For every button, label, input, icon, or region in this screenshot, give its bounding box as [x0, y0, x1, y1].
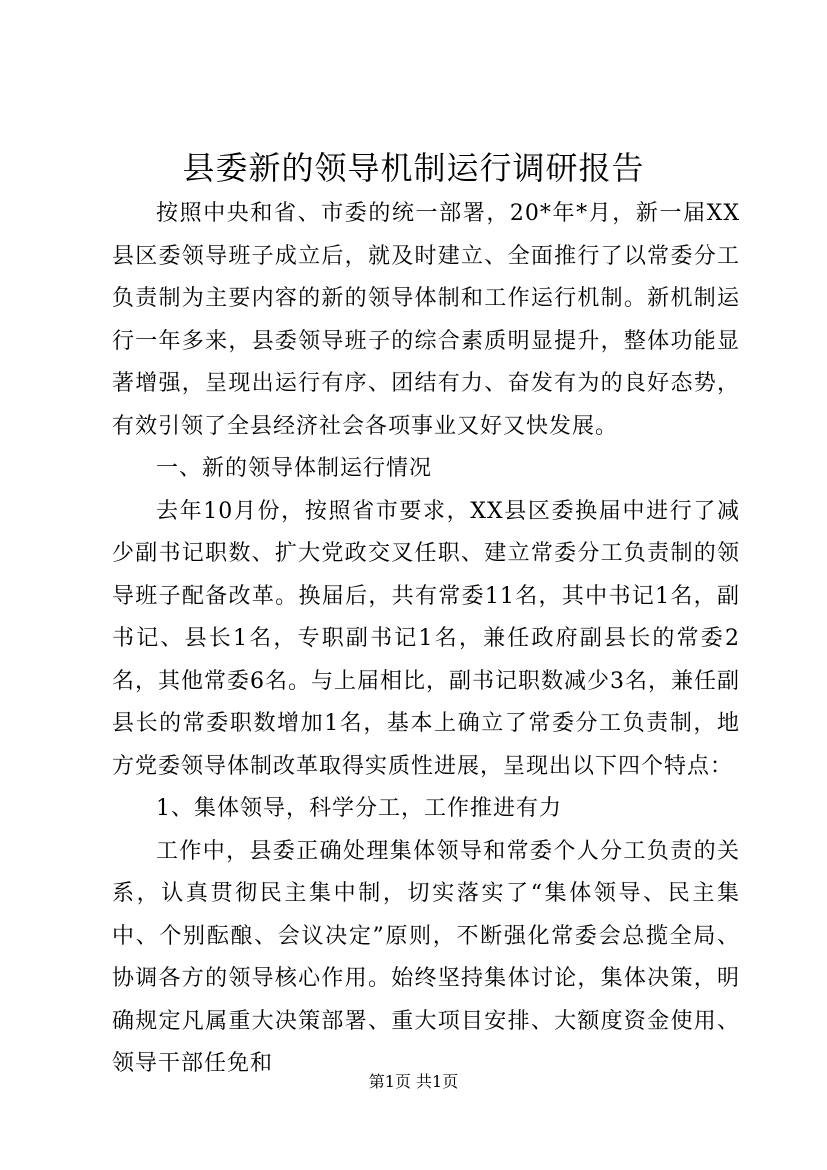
page-footer: 第1页 共1页	[368, 1072, 459, 1091]
section-paragraph: 去年10月份，按照省市要求，XX县区委换届中进行了减少副书记职数、扩大党政交叉任职、建立常委分工负责制的领导班子配备改革。换届后，共有常委11名，其中书记1名，副书记、县长1名，专职副书记1名，兼任政府副县长的常委2名，其他常委6名。与上届相比，副书记职数减少3名，兼任副县长的常委职数增加1名，基本上确立了常委分工负责制，地方党委领导体制改革取得实质性进展，呈现出以下四个特点：	[112, 498, 740, 779]
document-body	[112, 193, 740, 1086]
intro-paragraph: 按照中央和省、市委的统一部署，20*年*月，新一届XX县区委领导班子成立后，就及时建立、全面推行了以常委分工负责制为主要内容的新的领导体制和工作运行机制。新机制运行一年多来，县委领导班子的综合素质明显提升，整体功能显著增强，呈现出运行有序、团结有力、奋发有为的良好态势，有效引领了全县经济社会各项事业又好又快发展。	[112, 201, 740, 439]
section-heading: 一、新的领导体制运行情况	[156, 456, 433, 481]
subsection-paragraph: 工作中，县委正确处理集体领导和常委个人分工负责的关系，认真贯彻民主集中制，切实落实了“集体领导、民主集中、个别酝酿、会议决定”原则，不断强化常委会总揽全局、协调各方的领导核心作用。始终坚持集体讨论，集体决策，明确规定凡属重大决策部署、重大项目安排、大额度资金使用、领导干部任免和	[112, 838, 740, 1076]
document-title: 县委新的领导机制运行调研报告	[182, 149, 645, 187]
subsection-heading: 1、集体领导，科学分工，工作推进有力	[156, 796, 562, 821]
